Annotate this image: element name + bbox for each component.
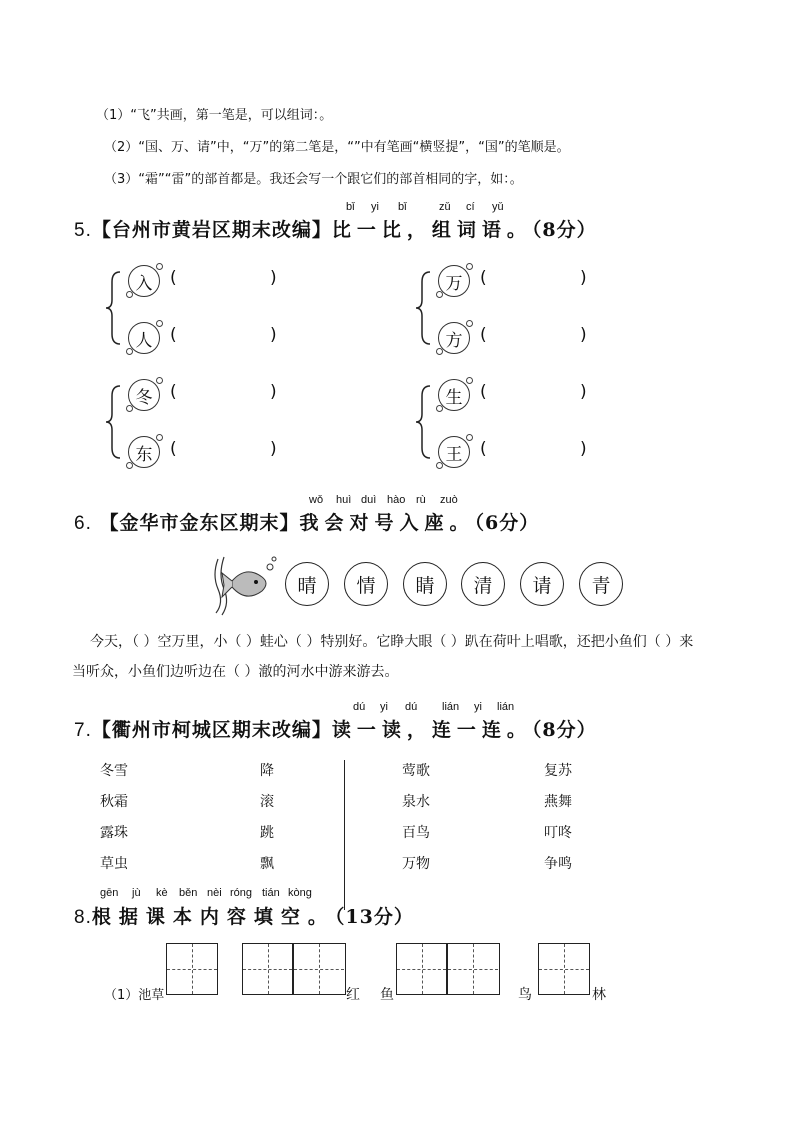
q4-line-1: （1）“飞”共画，第一笔是，可以组词：。 — [96, 108, 333, 123]
q6-pinyin-5: rù — [416, 494, 426, 506]
q6-char-3: 睛 — [415, 574, 435, 597]
q5-paren-close: ) — [270, 325, 277, 345]
q8-word-niao: 鸟 — [518, 987, 532, 1003]
q5-title: 比一比，组词语。 — [331, 219, 532, 241]
q7-col1-item: 冬雪 — [100, 763, 128, 779]
q5-brace-2 — [414, 268, 434, 348]
q6-score: （6分） — [474, 512, 540, 534]
writing-grid[interactable] — [166, 943, 218, 995]
q6-char-2: 情 — [356, 574, 376, 597]
writing-grid[interactable] — [396, 943, 500, 995]
q6-char-circle — [520, 562, 564, 606]
q7-col3-item: 泉水 — [402, 794, 430, 810]
q7-pinyin-6: lián — [497, 701, 515, 713]
q5-source: 【台州市黄岩区期末改编】 — [91, 219, 332, 241]
q7-heading — [74, 715, 597, 742]
q8-number: 8. — [74, 907, 92, 928]
q7-col3-item: 莺歌 — [402, 763, 430, 779]
q6-source: 【金华市金东区期末】 — [99, 512, 300, 534]
q5-char-dong2: 东 — [135, 444, 153, 465]
q6-pinyin-2: huì — [336, 494, 352, 506]
q8-word-lin: 林 — [592, 987, 606, 1003]
q5-char-bubble — [128, 322, 160, 354]
q6-paragraph-line-1: 今天，（ ）空万里，小（ ）蛙心（ ）特别好。它睁大眼（ ）趴在荷叶上唱歌，还把小鱼们（ ）来 — [90, 634, 694, 650]
q5-paren-close: ) — [580, 439, 587, 459]
q5-pinyin-6: yǔ — [492, 201, 504, 213]
q5-char-bubble — [128, 265, 160, 297]
q7-pinyin-5: yi — [474, 701, 482, 713]
q5-pinyin-5: cí — [466, 201, 475, 213]
q8-pinyin-7: tián — [262, 887, 280, 899]
q7-pinyin-2: yi — [380, 701, 388, 713]
q5-char-sheng: 生 — [445, 387, 463, 408]
q8-word-hong: 红 — [346, 987, 360, 1003]
q5-char-bubble — [128, 379, 160, 411]
q8-word-yu: 鱼 — [380, 987, 394, 1003]
q6-title: 我会对号入座。 — [299, 512, 475, 534]
q8-pinyin-1: gēn — [100, 887, 119, 899]
fish-illustration — [208, 555, 278, 617]
q5-heading — [74, 215, 597, 242]
q7-title: 读一读，连一连。 — [331, 719, 532, 741]
q5-char-bubble — [438, 322, 470, 354]
q8-pinyin-5: nèi — [207, 887, 222, 899]
q7-pinyin-4: lián — [442, 701, 460, 713]
q4-line-3: （3）“霜”“雷”的部首都是。我还会写一个跟它们的部首相同的字，如：。 — [104, 172, 523, 187]
q5-char-ren: 人 — [135, 330, 153, 351]
q5-paren-open: ( — [480, 325, 487, 345]
q5-pinyin-1: bǐ — [346, 201, 355, 213]
q5-brace-3 — [104, 382, 124, 462]
q5-pinyin-2: yi — [371, 201, 379, 213]
q7-col2-item: 滚 — [260, 794, 274, 810]
q5-number: 5. — [74, 220, 92, 241]
q6-pinyin-4: hào — [387, 494, 406, 506]
q7-col3-item: 百鸟 — [402, 825, 430, 841]
q7-pinyin-1: dú — [353, 701, 366, 713]
q4-line-2: （2）“国、万、请”中，“万”的第二笔是，“”中有笔画“横竖提”，“国”的笔顺是。 — [104, 140, 570, 155]
q8-pinyin-2: jù — [132, 887, 141, 899]
q7-col1-item: 草虫 — [100, 856, 128, 872]
q7-col1-item: 秋霜 — [100, 794, 128, 810]
q6-char-5: 请 — [532, 574, 552, 597]
q5-char-dong: 冬 — [135, 387, 153, 408]
q6-char-6: 青 — [591, 574, 611, 597]
q5-char-bubble — [128, 436, 160, 468]
q8-line1-label: （1）池草 — [104, 988, 165, 1003]
q6-pinyin-3: duì — [361, 494, 377, 506]
q6-pinyin-6: zuò — [440, 494, 458, 506]
q5-char-wang: 王 — [445, 444, 463, 465]
q5-paren-open: ( — [480, 268, 487, 288]
q6-char-circle — [403, 562, 447, 606]
q5-paren-close: ) — [580, 325, 587, 345]
q5-paren-close: ) — [270, 268, 277, 288]
q7-col1-item: 露珠 — [100, 825, 128, 841]
q8-pinyin-8: kòng — [288, 887, 312, 899]
q5-paren-open: ( — [480, 439, 487, 459]
q5-char-bubble — [438, 436, 470, 468]
q6-pinyin-1: wǒ — [309, 494, 324, 506]
q5-char-bubble — [438, 265, 470, 297]
q5-char-ru: 入 — [135, 273, 153, 294]
q8-score: （13分） — [334, 906, 414, 928]
q5-brace-1 — [104, 268, 124, 348]
q7-col2-item: 飘 — [260, 856, 274, 872]
q5-paren-open: ( — [170, 382, 177, 402]
q8-pinyin-3: kè — [156, 887, 168, 899]
q5-score: （8分） — [531, 219, 597, 241]
q7-col2-item: 跳 — [260, 825, 274, 841]
q7-score: （8分） — [531, 719, 597, 741]
q7-source: 【衢州市柯城区期末改编】 — [91, 719, 332, 741]
q8-heading — [74, 902, 414, 929]
q7-pinyin-3: dú — [405, 701, 418, 713]
q8-title: 根据课本内容填空。 — [91, 906, 335, 928]
q5-paren-close: ) — [270, 439, 277, 459]
q7-col3-item: 万物 — [402, 856, 430, 872]
writing-grid[interactable] — [538, 943, 590, 995]
q6-char-circle — [579, 562, 623, 606]
q6-char-4: 清 — [473, 574, 493, 597]
q5-paren-close: ) — [270, 382, 277, 402]
q5-paren-open: ( — [170, 325, 177, 345]
q5-char-fang: 方 — [445, 330, 463, 351]
q6-char-circle — [461, 562, 505, 606]
q5-brace-4 — [414, 382, 434, 462]
q5-paren-open: ( — [170, 268, 177, 288]
q7-number: 7. — [74, 720, 92, 741]
q5-pinyin-4: zǔ — [439, 201, 451, 213]
q5-char-wan: 万 — [445, 273, 463, 294]
q5-paren-open: ( — [170, 439, 177, 459]
q6-paragraph-line-2: 当听众，小鱼们边听边在（ ）澈的河水中游来游去。 — [72, 664, 399, 680]
q6-number: 6. — [74, 513, 92, 534]
q5-paren-open: ( — [480, 382, 487, 402]
q6-char-circle — [344, 562, 388, 606]
q7-col4-item: 燕舞 — [544, 794, 572, 810]
q8-pinyin-6: róng — [230, 887, 253, 899]
q7-col4-item: 叮咚 — [544, 825, 572, 841]
q5-pinyin-3: bǐ — [398, 201, 407, 213]
q5-paren-close: ) — [580, 382, 587, 402]
q8-pinyin-4: běn — [179, 887, 198, 899]
q6-char-1: 晴 — [297, 574, 317, 597]
q7-col2-item: 降 — [260, 763, 274, 779]
q6-char-circle — [285, 562, 329, 606]
q6-heading — [74, 508, 539, 535]
q7-divider — [344, 760, 345, 910]
q7-col4-item: 争鸣 — [544, 856, 572, 872]
q7-col4-item: 复苏 — [544, 763, 572, 779]
writing-grid[interactable] — [242, 943, 346, 995]
q5-char-bubble — [438, 379, 470, 411]
q5-paren-close: ) — [580, 268, 587, 288]
